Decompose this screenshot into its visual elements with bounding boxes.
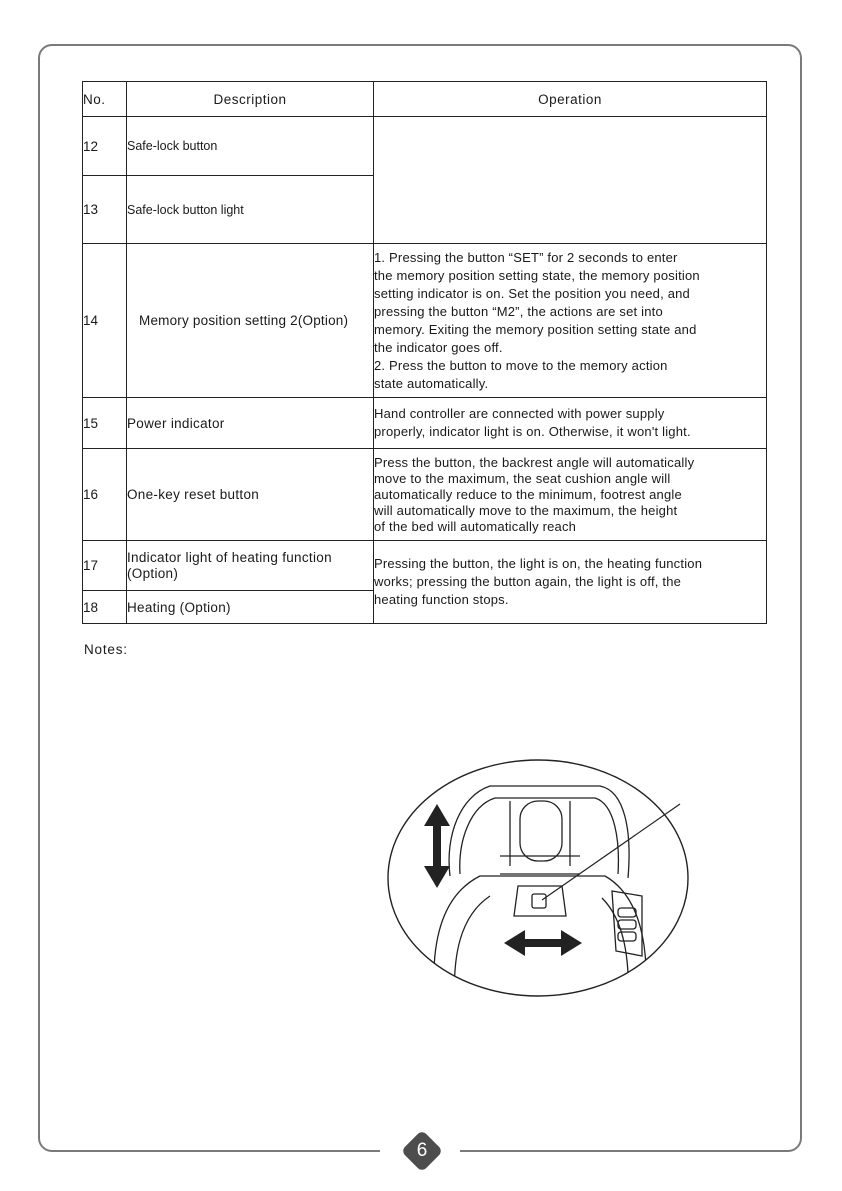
row-description: Power indicator	[127, 398, 374, 449]
row-number: 13	[83, 176, 127, 244]
row-number: 14	[83, 244, 127, 398]
operation-line: memory. Exiting the memory position setting state and	[374, 321, 697, 337]
row-description: One-key reset button	[127, 449, 374, 541]
row-number: 18	[83, 591, 127, 624]
operation-line: state automatically.	[374, 375, 489, 391]
page-number-badge	[402, 1131, 442, 1171]
bed-controller-illustration	[380, 756, 700, 1006]
row-description: Indicator light of heating function (Option)	[127, 541, 374, 591]
operation-line: works; pressing the button again, the light is off, the	[374, 574, 682, 589]
notes-label: Notes:	[84, 642, 128, 657]
operation-line: the indicator goes off.	[374, 339, 503, 355]
row-description: Safe-lock button light	[127, 176, 374, 244]
operation-line: heating function stops.	[374, 592, 509, 607]
header-operation: Operation	[374, 82, 767, 117]
operation-line: the memory position setting state, the memory position	[374, 267, 700, 283]
operation-line: Pressing the button, the light is on, the heating function	[374, 556, 703, 571]
table-header-row	[83, 82, 767, 117]
operation-line: will automatically move to the maximum, the height	[374, 502, 678, 518]
table-row	[83, 117, 767, 176]
operation-line: setting indicator is on. Set the position you need, and	[374, 285, 690, 301]
operation-line: properly, indicator light is on. Otherwise, it won't light.	[374, 424, 691, 439]
operation-line: of the bed will automatically reach	[374, 518, 577, 534]
row-number: 15	[83, 398, 127, 449]
row-operation-empty	[374, 117, 767, 244]
row-number: 17	[83, 541, 127, 591]
row-number: 12	[83, 117, 127, 176]
row-operation	[374, 244, 767, 398]
table-row	[83, 398, 767, 449]
operation-line: move to the maximum, the seat cushion angle will	[374, 470, 671, 486]
row-description: Memory position setting 2(Option)	[127, 244, 374, 398]
table-row	[83, 244, 767, 398]
operation-line: automatically reduce to the minimum, footrest angle	[374, 486, 682, 502]
page-number: 6	[416, 1140, 428, 1161]
table-row	[83, 449, 767, 541]
row-operation	[374, 541, 767, 624]
row-description: Heating (Option)	[127, 591, 374, 624]
row-description: Safe-lock button	[127, 117, 374, 176]
operation-line: 2. Press the button to move to the memory action	[374, 357, 668, 373]
table-row	[83, 541, 767, 591]
header-no: No.	[83, 82, 127, 117]
row-operation	[374, 449, 767, 541]
operation-line: 1. Pressing the button “SET” for 2 seconds to enter	[374, 249, 678, 265]
header-description: Description	[127, 82, 374, 117]
operation-line: Press the button, the backrest angle will automatically	[374, 454, 695, 470]
operation-line: Hand controller are connected with power supply	[374, 406, 665, 421]
row-number: 16	[83, 449, 127, 541]
function-table	[82, 81, 767, 624]
row-operation	[374, 398, 767, 449]
operation-line: pressing the button “M2”, the actions are set into	[374, 303, 663, 319]
